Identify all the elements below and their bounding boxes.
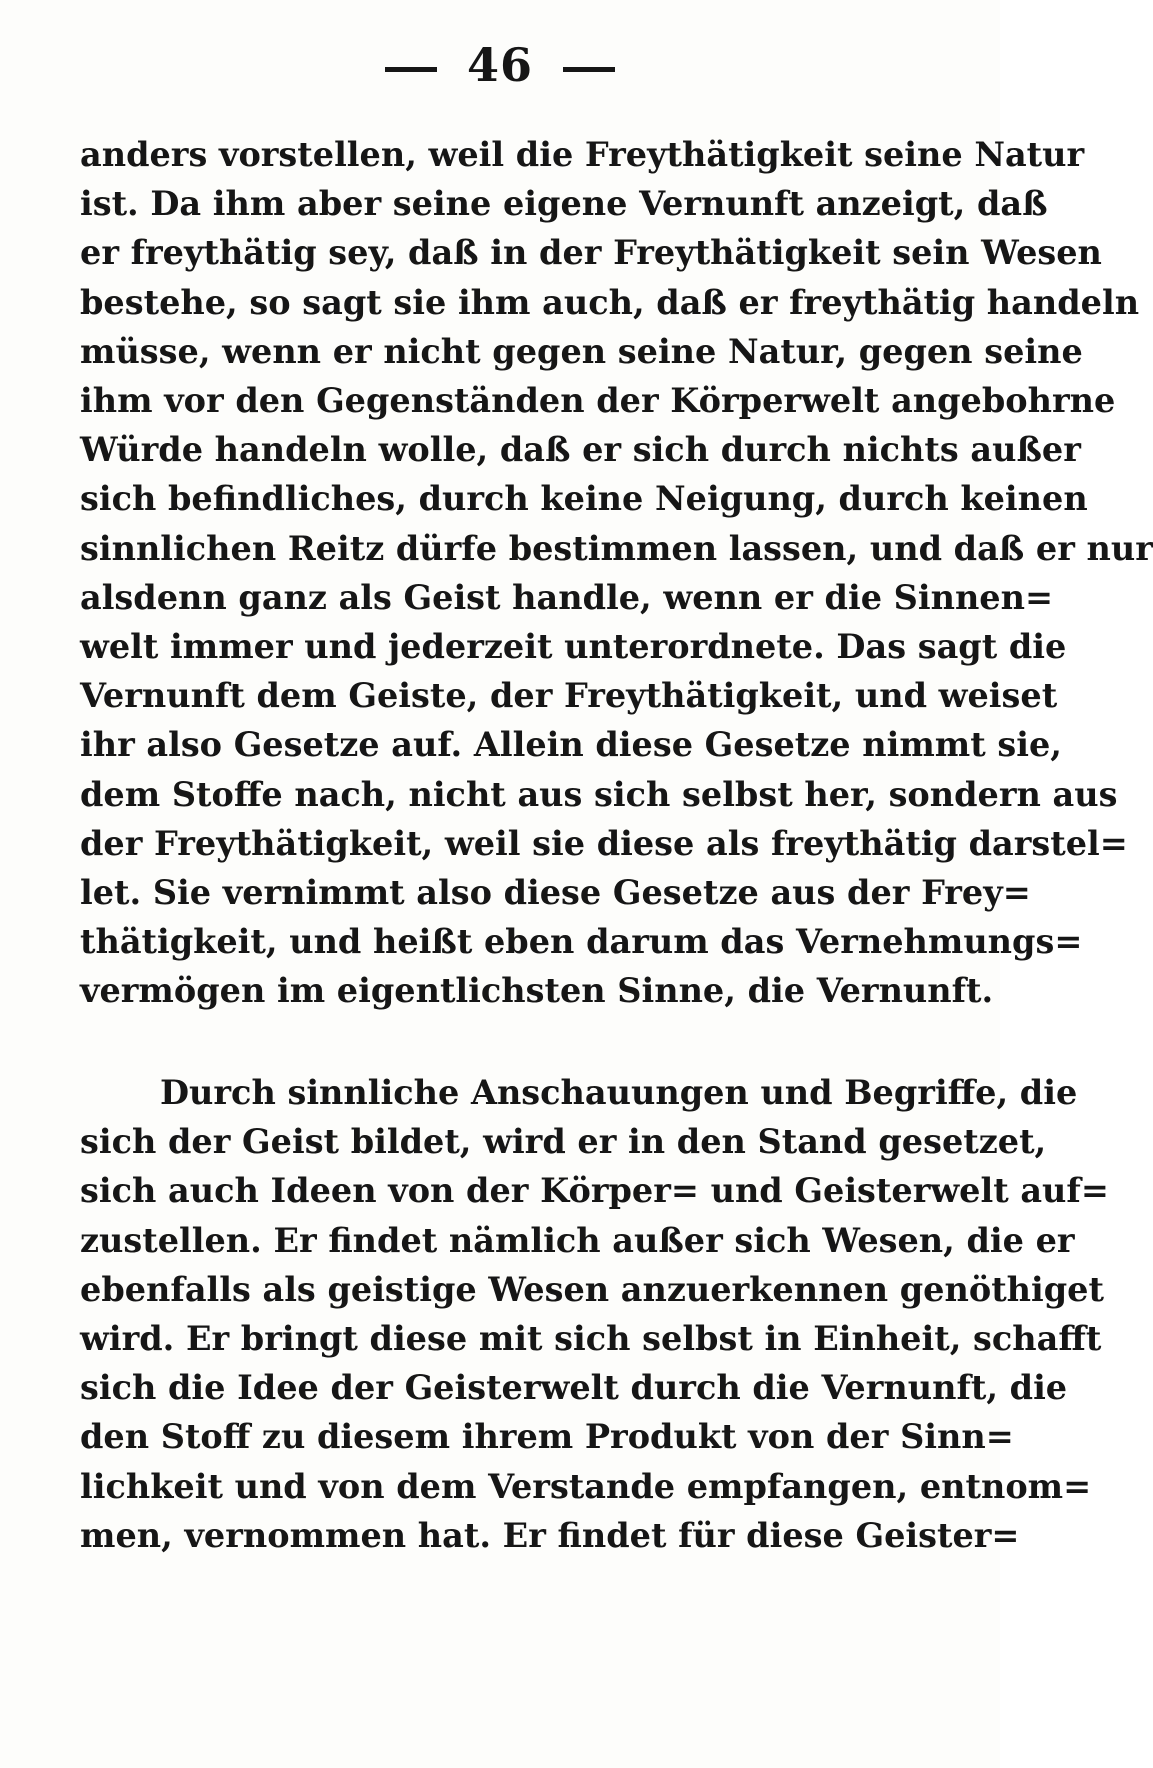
text-line: men, vernommen hat. Er findet für diese Geister= [80,1515,1020,1555]
text-line: Würde handeln wolle, daß er sich durch nichts außer [80,430,1081,470]
text-line: anders vorstellen, weil die Freythätigkeit seine Natur [80,135,1085,174]
text-line: sich befindliches, durch keine Neigung, durch keinen [80,479,1088,519]
page-header [0,38,1000,92]
text-line: müsse, wenn er nicht gegen seine Natur, gegen seine [80,331,1083,371]
text-line: welt immer und jederzeit unterordnete. Das sagt die [80,627,1067,667]
header-dash-right [563,67,615,72]
text-line: sinnlichen Reitz dürfe bestimmen lassen, und daß er nur [80,528,1153,568]
text-line: sich auch Ideen von der Körper= und Geisterwelt auf= [80,1171,1109,1211]
text-line: let. Sie vernimmt also diese Gesetze aus der Frey= [80,873,1031,913]
text-line: ihm vor den Gegenständen der Körperwelt angebohrne [80,381,1116,421]
paragraph-1 [80,130,1153,1016]
text-line: alsdenn ganz als Geist handle, wenn er die Sinnen= [80,577,1054,617]
header-dash-left [385,67,437,72]
text-line: ist. Da ihm aber seine eigene Vernunft anzeigt, daß [80,184,1048,224]
text-line: den Stoff zu diesem ihrem Produkt von der Sinn= [80,1417,1014,1457]
text-line: Durch sinnliche Anschauungen und Begriffe, die [160,1073,1078,1112]
text-line: dem Stoffe nach, nicht aus sich selbst her, sondern aus [80,774,1118,814]
text-line: vermögen im eigentlichsten Sinne, die Vernunft. [80,971,994,1011]
text-line: lichkeit und von dem Verstande empfangen, entnom= [80,1466,1092,1506]
text-line: wird. Er bringt diese mit sich selbst in Einheit, schafft [80,1319,1102,1359]
text-line: ihr also Gesetze auf. Allein diese Gesetze nimmt sie, [80,725,1062,765]
page-number: 46 [466,38,533,92]
text-line: bestehe, so sagt sie ihm auch, daß er freythätig handeln [80,282,1140,322]
text-line: er freythätig sey, daß in der Freythätigkeit sein Wesen [80,233,1102,273]
text-line: zustellen. Er findet nämlich außer sich Wesen, die er [80,1220,1075,1260]
text-line: ebenfalls als geistige Wesen anzuerkennen genöthiget [80,1269,1104,1309]
text-line: sich die Idee der Geisterwelt durch die Vernunft, die [80,1368,1068,1408]
text-line: sich der Geist bildet, wird er in den Stand gesetzet, [80,1122,1047,1162]
text-line: thätigkeit, und heißt eben darum das Vernehmungs= [80,922,1083,962]
text-line: Vernunft dem Geiste, der Freythätigkeit, und weiset [80,676,1058,716]
text-line: der Freythätigkeit, weil sie diese als freythätig darstel= [80,823,1128,863]
paragraph-2 [80,1068,1109,1560]
